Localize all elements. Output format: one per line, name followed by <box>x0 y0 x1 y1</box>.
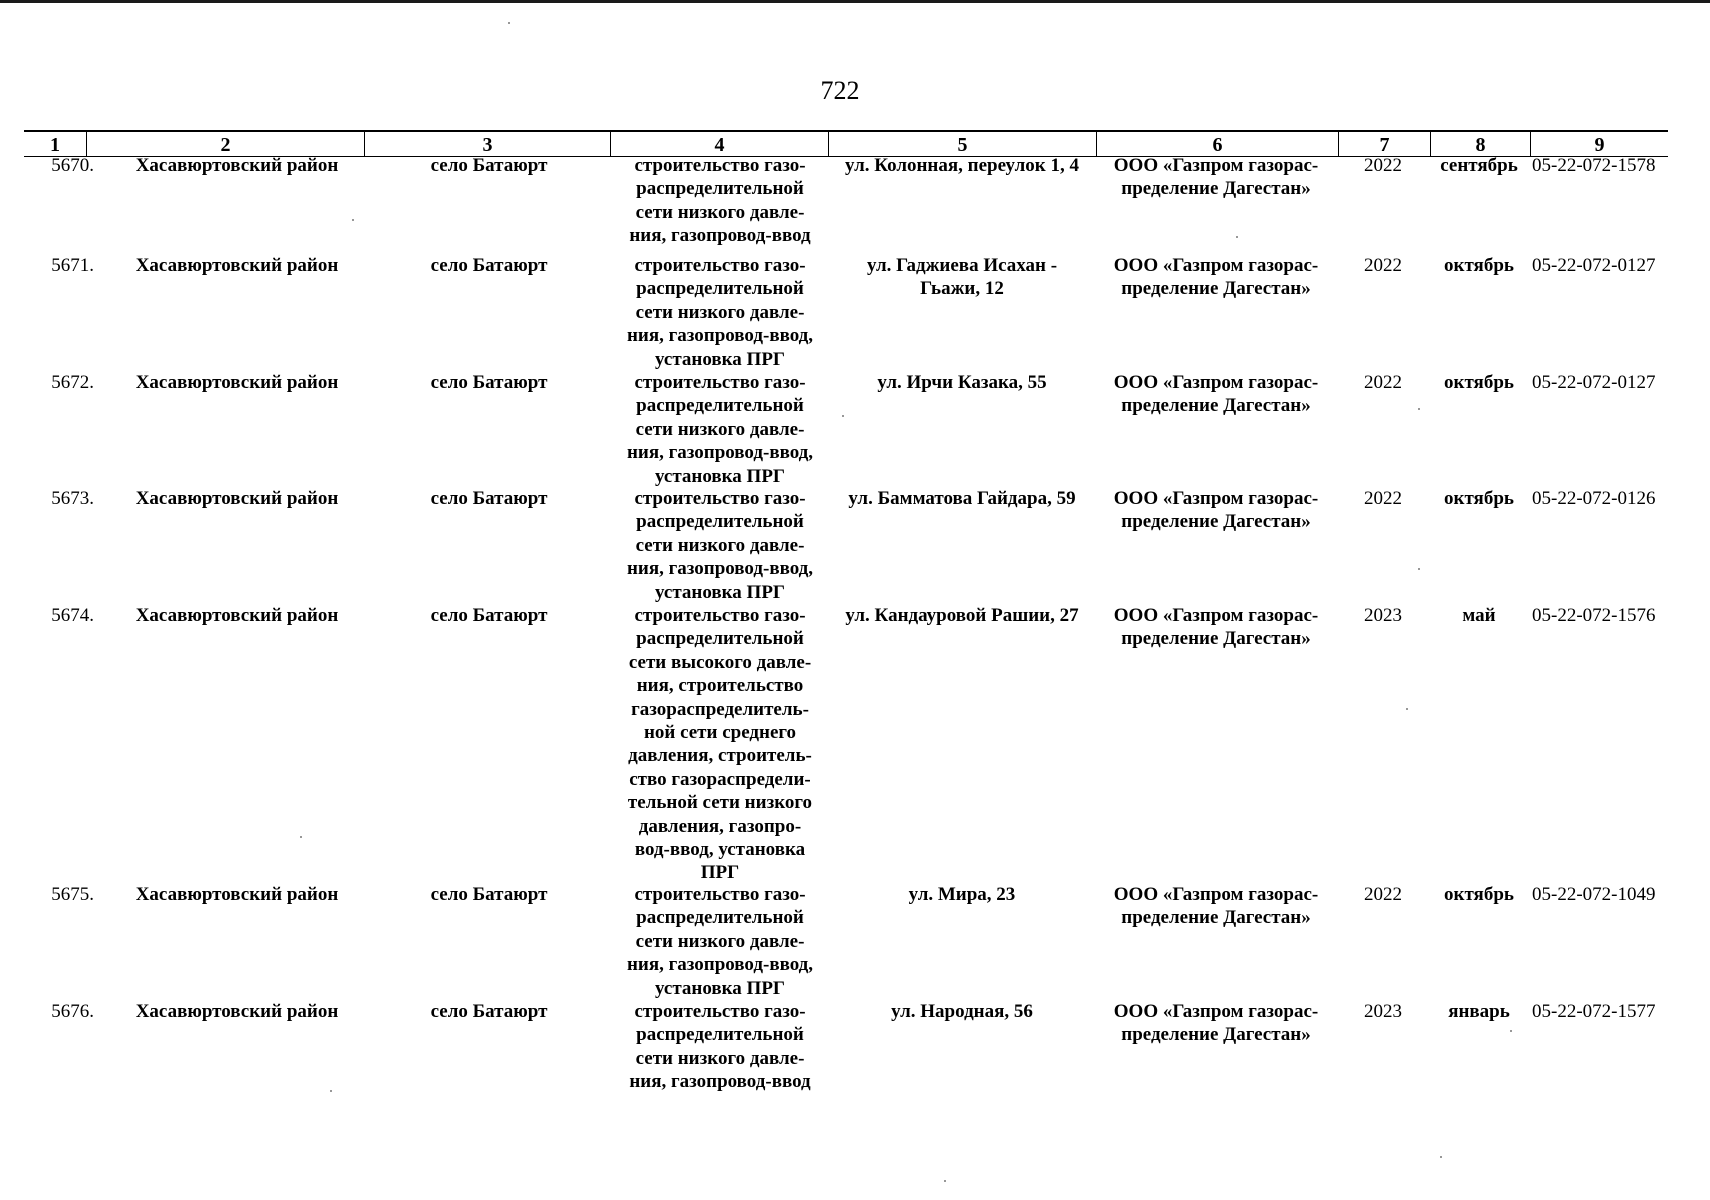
village-cell: село Батаюрт <box>430 605 548 626</box>
code-cell: 05-22-072-0127 <box>1532 255 1656 276</box>
scan-speck <box>842 415 844 417</box>
scan-speck <box>330 1090 332 1092</box>
page-number: 722 <box>820 76 860 105</box>
month-cell: октябрь <box>1444 372 1514 393</box>
work-description-cell: строительство газо- распределительной сети низкого давле- ния, газопровод-ввод, установка ПРГ <box>626 372 814 487</box>
column-header-5: 5 <box>828 132 1096 156</box>
month-cell: сентябрь <box>1440 155 1518 176</box>
month-cell: январь <box>1448 1001 1510 1022</box>
scan-speck <box>508 22 510 24</box>
row-number: 5672. <box>51 372 94 393</box>
row-number: 5674. <box>51 605 94 626</box>
code-cell: 05-22-072-0126 <box>1532 488 1656 509</box>
work-description-cell: строительство газо- распределительной сети высокого давле- ния, строительство газораспределитель- ной сети среднего давления, строитель- ство газораспредели- тельной сети низкого давления, газопро- вод-ввод, установка ПРГ <box>627 605 813 884</box>
district-cell: Хасавюртовский район <box>135 155 339 176</box>
work-description-cell: строительство газо- распределительной сети низкого давле- ния, газопровод-ввод, установка ПРГ <box>626 884 814 999</box>
scan-speck <box>944 1180 946 1182</box>
village-cell: село Батаюрт <box>430 372 548 393</box>
row-number: 5673. <box>51 488 94 509</box>
code-cell: 05-22-072-1049 <box>1532 884 1656 905</box>
work-description-cell: строительство газо- распределительной сети низкого давле- ния, газопровод-ввод <box>629 155 811 247</box>
organization-cell: ООО «Газпром газорас- пределение Дагестан» <box>1113 884 1319 929</box>
column-header-2: 2 <box>86 132 364 156</box>
village-cell: село Батаюрт <box>430 1001 548 1022</box>
month-cell: октябрь <box>1444 884 1514 905</box>
year-cell: 2023 <box>1364 1001 1402 1022</box>
district-cell: Хасавюртовский район <box>135 255 339 276</box>
row-number: 5675. <box>51 884 94 905</box>
scan-speck <box>352 219 354 221</box>
column-header-3: 3 <box>364 132 610 156</box>
organization-cell: ООО «Газпром газорас- пределение Дагестан» <box>1113 488 1319 533</box>
address-cell: ул. Колонная, переулок 1, 4 <box>845 155 1079 176</box>
work-description-cell: строительство газо- распределительной сети низкого давле- ния, газопровод-ввод, установка ПРГ <box>626 255 814 370</box>
column-header-4: 4 <box>610 132 828 156</box>
scan-speck <box>1440 1156 1442 1158</box>
address-cell: ул. Народная, 56 <box>891 1001 1033 1022</box>
village-cell: село Батаюрт <box>430 884 548 905</box>
organization-cell: ООО «Газпром газорас- пределение Дагестан» <box>1113 1001 1319 1046</box>
month-cell: октябрь <box>1444 488 1514 509</box>
month-cell: октябрь <box>1444 255 1514 276</box>
address-cell: ул. Мира, 23 <box>908 884 1016 905</box>
code-cell: 05-22-072-0127 <box>1532 372 1656 393</box>
column-header-1: 1 <box>50 134 60 156</box>
column-header-8: 8 <box>1430 132 1530 156</box>
row-number: 5676. <box>51 1001 94 1022</box>
table-header <box>24 130 1668 157</box>
organization-cell: ООО «Газпром газорас- пределение Дагестан» <box>1113 255 1319 300</box>
year-cell: 2022 <box>1364 884 1402 905</box>
code-cell: 05-22-072-1576 <box>1532 605 1656 626</box>
year-cell: 2022 <box>1364 255 1402 276</box>
year-cell: 2022 <box>1364 372 1402 393</box>
work-description-cell: строительство газо- распределительной сети низкого давле- ния, газопровод-ввод <box>629 1001 811 1093</box>
column-header-9: 9 <box>1530 132 1668 156</box>
scan-top-border <box>0 0 1710 3</box>
year-cell: 2023 <box>1364 605 1402 626</box>
village-cell: село Батаюрт <box>430 488 548 509</box>
address-cell: ул. Гаджиева Исахан - Гьажи, 12 <box>866 255 1058 300</box>
scan-speck <box>1406 708 1408 710</box>
scan-speck <box>1418 568 1420 570</box>
district-cell: Хасавюртовский район <box>135 372 339 393</box>
code-cell: 05-22-072-1577 <box>1532 1001 1656 1022</box>
village-cell: село Батаюрт <box>430 255 548 276</box>
district-cell: Хасавюртовский район <box>135 884 339 905</box>
code-cell: 05-22-072-1578 <box>1532 155 1656 176</box>
district-cell: Хасавюртовский район <box>135 488 339 509</box>
column-header-7: 7 <box>1338 132 1430 156</box>
village-cell: село Батаюрт <box>430 155 548 176</box>
work-description-cell: строительство газо- распределительной сети низкого давле- ния, газопровод-ввод, установка ПРГ <box>626 488 814 603</box>
row-number: 5671. <box>51 255 94 276</box>
month-cell: май <box>1462 605 1496 626</box>
scan-speck <box>1510 1030 1512 1032</box>
address-cell: ул. Кандауровой Рашии, 27 <box>845 605 1079 626</box>
address-cell: ул. Бамматова Гайдара, 59 <box>848 488 1076 509</box>
year-cell: 2022 <box>1364 155 1402 176</box>
address-cell: ул. Ирчи Казака, 55 <box>877 372 1047 393</box>
organization-cell: ООО «Газпром газорас- пределение Дагестан» <box>1113 605 1319 650</box>
scan-speck <box>1418 408 1420 410</box>
district-cell: Хасавюртовский район <box>135 1001 339 1022</box>
scan-speck <box>300 836 302 838</box>
organization-cell: ООО «Газпром газорас- пределение Дагестан» <box>1113 155 1319 200</box>
organization-cell: ООО «Газпром газорас- пределение Дагестан» <box>1113 372 1319 417</box>
row-number: 5670. <box>51 155 94 176</box>
year-cell: 2022 <box>1364 488 1402 509</box>
column-header-6: 6 <box>1096 132 1338 156</box>
district-cell: Хасавюртовский район <box>135 605 339 626</box>
scan-speck <box>1236 236 1238 238</box>
